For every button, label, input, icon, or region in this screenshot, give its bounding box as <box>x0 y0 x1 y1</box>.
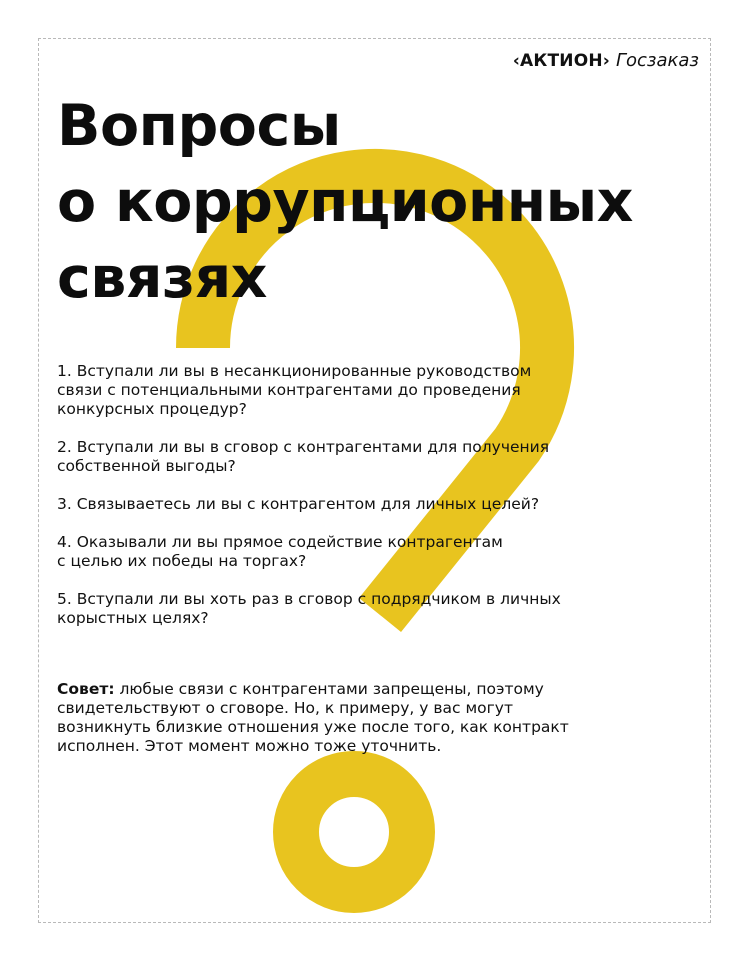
advice-line: исполнен. Этот момент можно тоже уточнить. <box>57 737 442 755</box>
advice-line: любые связи с контрагентами запрещены, поэтому <box>114 680 544 698</box>
question-line: 1. Вступали ли вы в несанкционированные руководством <box>57 362 532 380</box>
question-item <box>57 495 617 514</box>
questions-list <box>57 362 617 647</box>
question-line: связи с потенциальными контрагентами до проведения <box>57 381 521 399</box>
question-mark-dot <box>296 774 412 890</box>
question-line: 3. Связываетесь ли вы с контрагентом для личных целей? <box>57 495 540 513</box>
brand-header <box>513 50 699 71</box>
question-line: с целью их победы на торгах? <box>57 552 307 570</box>
title-line: о коррупционных <box>57 169 633 235</box>
question-line: корыстных целях? <box>57 609 209 627</box>
title-line: связях <box>57 245 267 311</box>
question-item <box>57 362 617 419</box>
question-line: собственной выгоды? <box>57 457 236 475</box>
question-line: 4. Оказывали ли вы прямое содействие контрагентам <box>57 533 503 551</box>
advice-block <box>57 680 617 756</box>
advice-first-line <box>57 680 617 699</box>
question-item <box>57 438 617 476</box>
advice-line: возникнуть близкие отношения уже после того, как контракт <box>57 718 569 736</box>
question-line: конкурсных процедур? <box>57 400 247 418</box>
question-item <box>57 590 617 628</box>
title-line: Вопросы <box>57 93 341 159</box>
advice-line: свидетельствуют о сговоре. Но, к примеру, у вас могут <box>57 699 513 717</box>
brand-logo: ‹АКТИОН› <box>512 51 610 71</box>
brand-product-name: Госзаказ <box>615 50 699 71</box>
question-line: 5. Вступали ли вы хоть раз в сговор с подрядчиком в личных <box>57 590 561 608</box>
page-title <box>57 88 633 316</box>
question-item <box>57 533 617 571</box>
question-line: 2. Вступали ли вы в сговор с контрагентами для получения <box>57 438 550 456</box>
advice-label: Совет: <box>57 680 115 698</box>
